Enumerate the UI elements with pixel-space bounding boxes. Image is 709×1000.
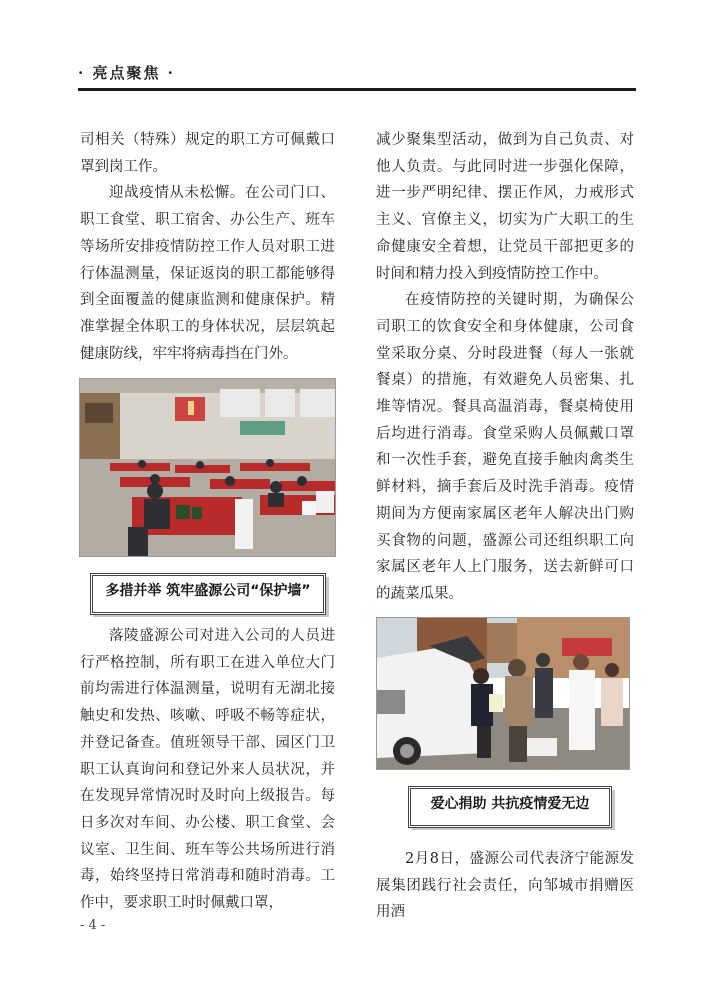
right-column-bottom (376, 846, 634, 926)
header-rule (78, 88, 636, 91)
paragraph: 在疫情防控的关键时期，为确保公司职工的饮食安全和身体健康，公司食堂采取分桌、分时段进餐（每人一张就餐桌）的措施，有效避免人员密集、扎堆等情况。餐具高温消毒，餐桌椅使用后均进行消毒。食堂采购人员佩戴口罩和一次性手套，避免直接手触肉禽类生鲜材料，摘手套后及时洗手消毒。疫情期间为方便南家属区老年人解决出门购买食物的问题，盛源公司还组织职工向家属区老年人上门服务，送去新鲜可口的蔬菜瓜果。 (376, 292, 634, 602)
paragraph: 司相关（特殊）规定的职工方可佩戴口罩到岗工作。 (80, 132, 335, 175)
left-column-top (80, 127, 335, 367)
page-header-title: · 亮点聚焦 · (78, 64, 175, 82)
section-caption: 爱心捐助 共抗疫情爱无边 (408, 786, 612, 828)
paragraph: 减少聚集型活动，做到为自己负责、对他人负责。与此同时进一步强化保障，进一步严明纪律、摆正作风，力戒形式主义、官僚主义，切实为广大职工的生命健康安全着想，让党员干部把更多的时间和精力投入到疫情防控工作中。 (376, 132, 634, 282)
left-column-bottom (80, 623, 335, 917)
right-column-top (376, 127, 634, 608)
page-number: - 4 - (80, 918, 106, 933)
vegetable-delivery-photo (376, 617, 630, 770)
paragraph: 2月8日，盛源公司代表济宁能源发展集团践行社会责任，向邹城市捐赠医用酒 (376, 851, 634, 921)
paragraph: 落陵盛源公司对进入公司的人员进行严格控制，所有职工在进入单位大门前均需进行体温测量，说明有无湖北接触史和发热、咳嗽、呼吸不畅等症状，并登记备查。值班领导干部、园区门卫职工认真询问和登记外来人员状况，并在发现异常情况时及时向上级报告。每日多次对车间、办公楼、职工食堂、会议室、卫生间、班车等公共场所进行消毒，始终坚持日常消毒和随时消毒。工作中，要求职工时时佩戴口罩， (80, 628, 335, 912)
canteen-photo (79, 378, 336, 557)
paragraph: 迎战疫情从未松懈。在公司门口、职工食堂、职工宿舍、办公生产、班车等场所安排疫情防控工作人员对职工进行体温测量，保证返岗的职工都能够得到全面覆盖的健康监测和健康保护。精准掌握全体职工的身体状况，层层筑起健康防线，牢牢将病毒挡在门外。 (80, 185, 335, 362)
section-caption: 多措并举 筑牢盛源公司“保护墙” (90, 573, 326, 615)
